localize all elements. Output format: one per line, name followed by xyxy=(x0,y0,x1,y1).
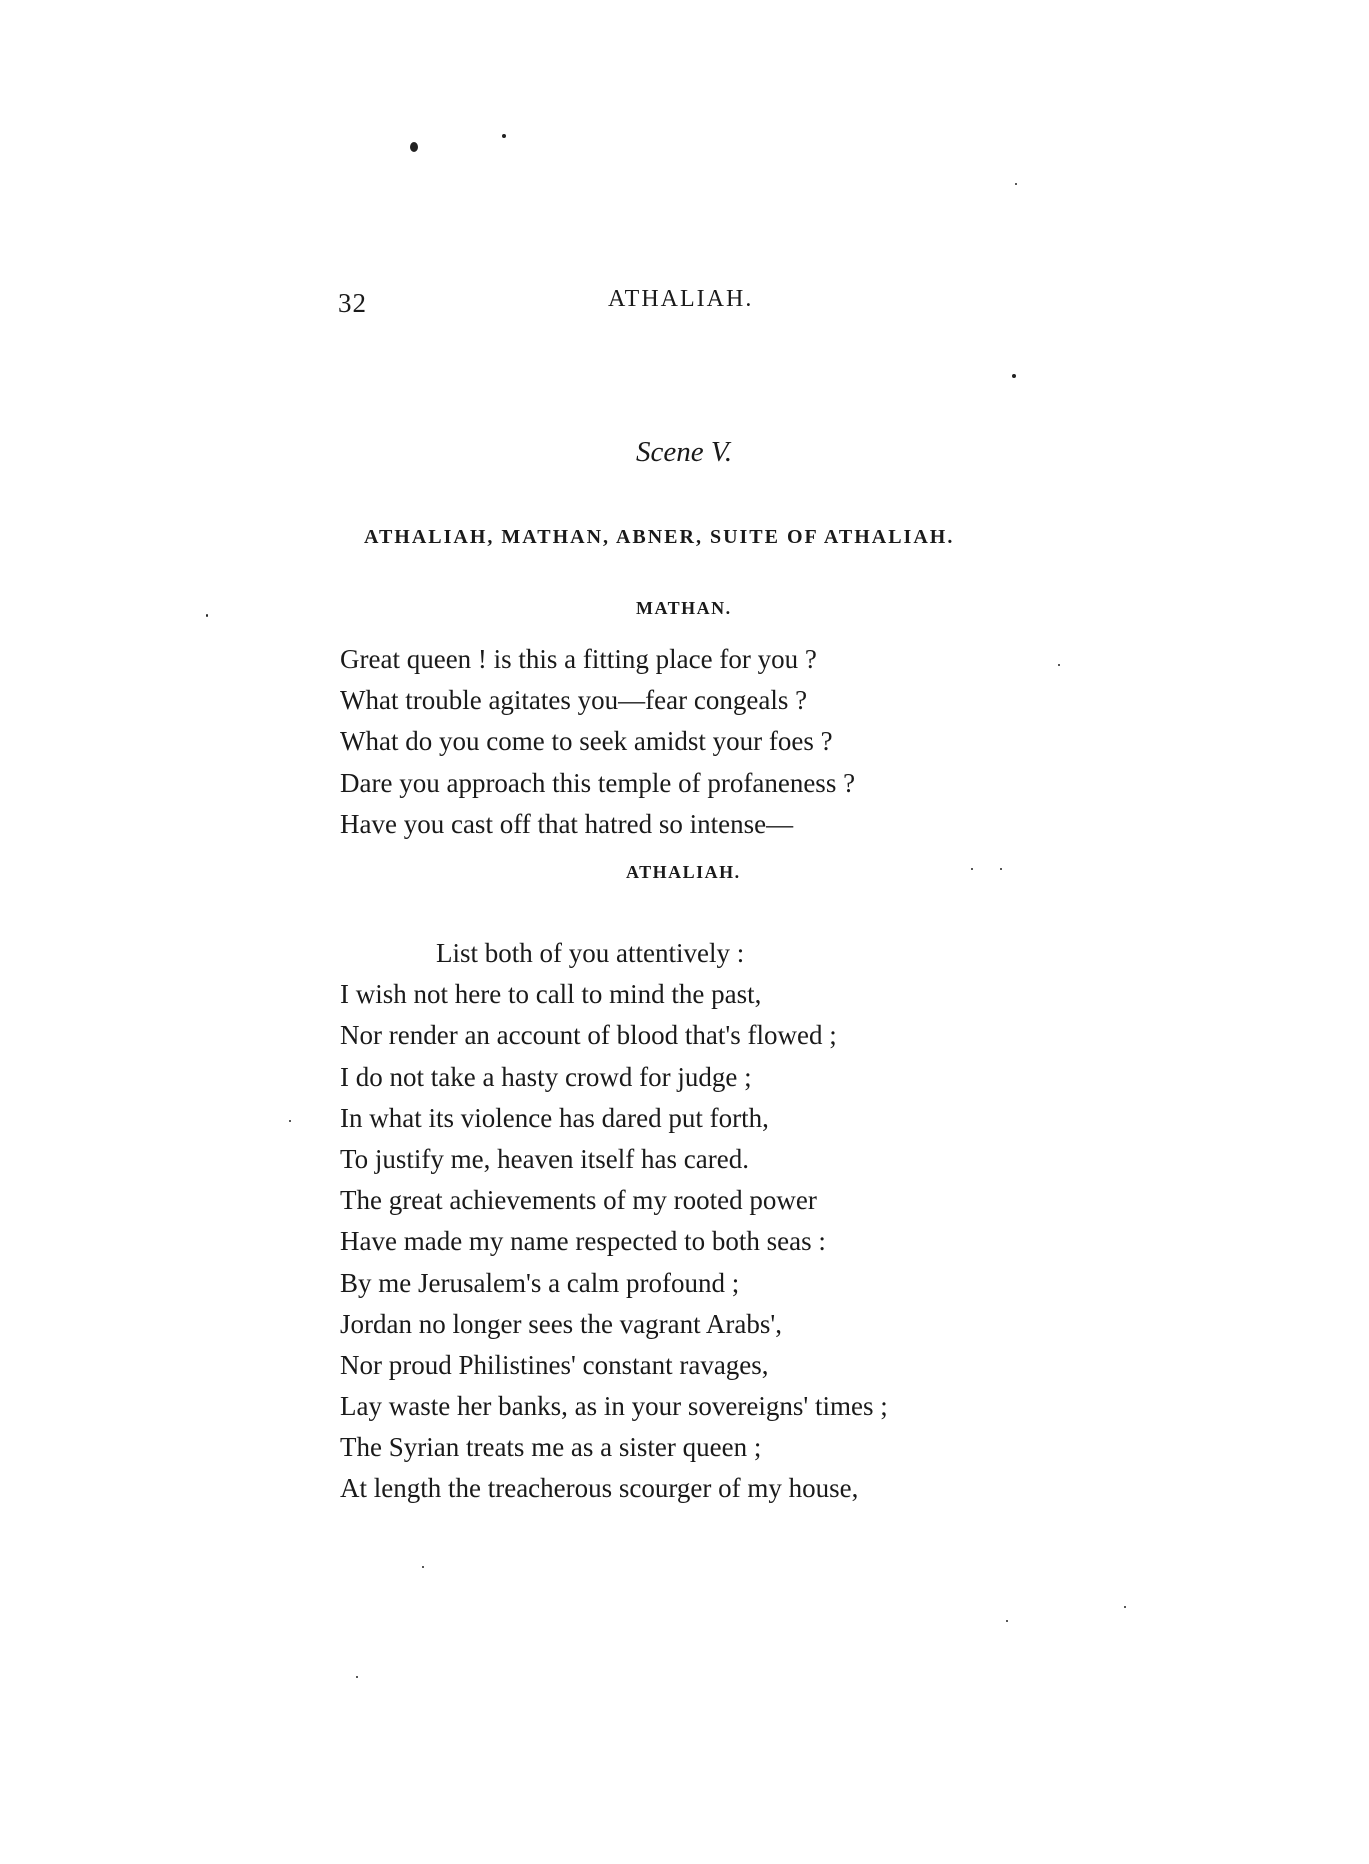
speech-mathan xyxy=(340,639,855,845)
verse-line: By me Jerusalem's a calm profound ; xyxy=(340,1267,740,1298)
verse-line: Dare you approach this temple of profaneness ? xyxy=(340,767,856,798)
scan-speck xyxy=(289,1120,291,1122)
speech-athaliah xyxy=(340,933,888,1510)
verse-line: At length the treacherous scourger of my house, xyxy=(340,1473,859,1504)
verse-line: Lay waste her banks, as in your sovereigns' times ; xyxy=(340,1391,888,1422)
verse-line: The Syrian treats me as a sister queen ; xyxy=(340,1432,762,1463)
scan-speck xyxy=(356,1676,358,1678)
scan-speck xyxy=(1015,183,1017,185)
scan-speck xyxy=(422,1566,424,1568)
scan-speck xyxy=(1012,374,1016,378)
verse-line: List both of you attentively : xyxy=(436,938,745,968)
verse-line: Nor proud Philistines' constant ravages, xyxy=(340,1349,769,1380)
verse-line: I do not take a hasty crowd for judge ; xyxy=(340,1061,752,1092)
scan-speck xyxy=(1058,664,1060,666)
running-title: ATHALIAH. xyxy=(608,286,754,312)
verse-line: Nor render an account of blood that's flowed ; xyxy=(340,1020,837,1051)
verse-line: What do you come to seek amidst your foes ? xyxy=(340,726,833,757)
verse-line: To justify me, heaven itself has cared. xyxy=(340,1143,749,1174)
verse-line: Great queen ! is this a fitting place for you ? xyxy=(340,644,817,674)
verse-line: Have you cast off that hatred so intense— xyxy=(340,808,794,839)
verse-line: Jordan no longer sees the vagrant Arabs', xyxy=(340,1308,782,1339)
verse-line: In what its violence has dared put forth, xyxy=(340,1102,769,1133)
speaker-name: MATHAN. xyxy=(636,598,732,618)
cast-list: ATHALIAH, MATHAN, ABNER, SUITE OF ATHALIAH. xyxy=(364,526,955,548)
page-number: 32 xyxy=(338,288,367,318)
verse-line: The great achievements of my rooted power xyxy=(340,1185,817,1216)
scan-speck xyxy=(502,134,506,138)
scan-speck xyxy=(410,142,418,152)
scene-title: Scene V. xyxy=(636,436,733,468)
speaker-name: ATHALIAH. xyxy=(626,862,741,882)
scan-speck xyxy=(1000,868,1002,870)
scan-speck xyxy=(1124,1606,1126,1608)
scan-speck xyxy=(206,614,208,617)
scan-speck xyxy=(971,868,973,870)
scan-speck xyxy=(1006,1620,1008,1622)
verse-line: Have made my name respected to both seas : xyxy=(340,1226,826,1257)
verse-line: What trouble agitates you—fear congeals ? xyxy=(340,685,808,716)
verse-line: I wish not here to call to mind the past, xyxy=(340,979,762,1010)
